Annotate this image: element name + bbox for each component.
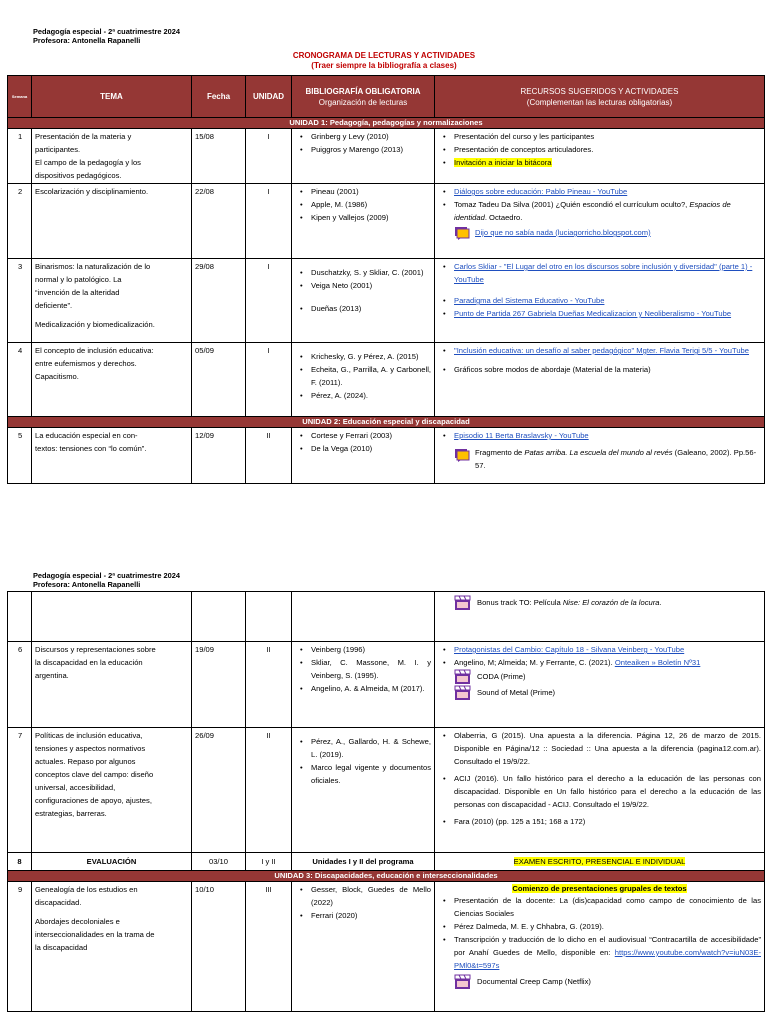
row-biblio — [292, 428, 435, 484]
schedule-table-page-2 — [7, 591, 765, 1012]
biblio-item: • Pineau (2001) — [295, 185, 431, 198]
page-title — [0, 51, 768, 71]
row-unidad: I — [246, 129, 292, 184]
resource-item: • Presentación de conceptos articuladores. — [438, 143, 761, 156]
col-semana: Semana — [8, 76, 32, 118]
biblio-item: • Cortese y Ferrari (2003) — [295, 429, 431, 442]
tema-line: universal, accesibilidad, — [35, 783, 116, 792]
biblio-item: • Krichesky, G. y Pérez, A. (2015) — [295, 350, 431, 363]
blog-entry — [438, 226, 761, 240]
resource-item — [438, 643, 761, 656]
course-name: Pedagogía especial - 2ª cuatrimestre 2024 — [33, 571, 180, 580]
tema-line: Genealogía de los estudios en — [35, 885, 138, 894]
course-header-page-2 — [33, 571, 180, 589]
row-biblio — [292, 129, 435, 184]
resource-item: • Olaberria, G (2015). Una apuesta a la diferencia. Página 12, 26 de marzo de 2015. Disponible en Página/12 :: Sociedad :: Una apuesta a la diferencia (pagina12.com.ar). Consultado el 19/9/22. — [438, 729, 761, 768]
resource-text: CODA (Prime) — [477, 672, 526, 681]
film-clapper-icon — [454, 595, 472, 611]
row-recursos — [435, 728, 765, 853]
row-biblio — [292, 642, 435, 728]
row-tema — [32, 728, 192, 853]
biblio-item: • Dueñas (2013) — [295, 302, 431, 315]
row-fecha: 22/08 — [192, 184, 246, 259]
row-number: 7 — [8, 728, 32, 853]
resource-text: Angelino, M; Almeida; M. y Ferrante, C. (2021). — [454, 658, 615, 667]
row-biblio: Unidades I y II del programa — [292, 853, 435, 871]
tema-line: Políticas de inclusión educativa, — [35, 731, 143, 740]
tema-line: Capacitismo. — [35, 372, 79, 381]
resource-link[interactable]: Paradigma del Sistema Educativo - YouTube — [454, 296, 605, 305]
biblio-item: • Puiggros y Marengo (2013) — [295, 143, 431, 156]
biblio-item: • Echeita, G., Parrilla, A. y Carbonell, F. (2011). — [295, 363, 431, 389]
resource-text: Transcripción y traducción de lo dicho en el audiovisual “Contracartilla de accesibilidade” por Anahí Guedes de Mello, disponible en: — [454, 935, 761, 957]
biblio-item: • Gesser, Block, Guedes de Mello (2022) — [295, 883, 431, 909]
row-unidad: I — [246, 184, 292, 259]
biblio-item: • Grinberg y Levy (2010) — [295, 130, 431, 143]
course-header — [33, 27, 180, 45]
table-row — [8, 259, 765, 343]
resource-text: . — [659, 598, 662, 607]
row-unidad: II — [246, 642, 292, 728]
professor-name: Profesora: Antonella Rapanelli — [33, 36, 141, 45]
resource-text: Sound of Metal (Prime) — [477, 688, 556, 697]
row-recursos — [435, 129, 765, 184]
resource-text: Bonus track TO: Película — [477, 598, 563, 607]
resource-item — [438, 198, 761, 224]
tema-line: normal y lo patológico. La — [35, 275, 122, 284]
row-unidad: I — [246, 343, 292, 417]
coda-entry — [438, 669, 761, 685]
resource-item — [438, 933, 761, 972]
tema-line: El campo de la pedagogía y los — [35, 158, 141, 167]
resource-italic: Patas arriba. La escuela del mundo al revés — [524, 448, 673, 457]
tema-line: actuales. Repaso por algunos — [35, 757, 136, 766]
unit-3-row — [8, 871, 765, 882]
row-tema: Escolarización y disciplinamiento. — [32, 184, 192, 259]
row-number: 5 — [8, 428, 32, 484]
tema-line: entre eufemismos y derechos. — [35, 359, 137, 368]
row-unidad: III — [246, 882, 292, 1012]
row-fecha: 12/09 — [192, 428, 246, 484]
row-unidad: I y II — [246, 853, 292, 871]
table-header-row — [8, 76, 765, 118]
tema-line: Binarismos: la naturalización de lo — [35, 262, 151, 271]
col-recursos-subtitle: (Complementan las lecturas obligatorias) — [526, 97, 673, 107]
nise-entry — [438, 595, 761, 611]
tema-line: argentina. — [35, 671, 69, 680]
tema-line: Presentación de la materia y — [35, 132, 132, 141]
speech-bubble-icon — [454, 226, 470, 240]
row-tema — [32, 642, 192, 728]
row-biblio — [292, 259, 435, 343]
resource-item: • Pérez Dalmeda, M. E. y Chhabra, G. (2019). — [438, 920, 761, 933]
tema-line: La educación especial en con- — [35, 431, 138, 440]
tema-line: dispositivos pedagógicos. — [35, 171, 122, 180]
bitacora-highlight: Invitación a iniciar la bitácora — [454, 158, 552, 167]
row-recursos — [435, 259, 765, 343]
table-row — [8, 882, 765, 1012]
exam-highlight: EXAMEN ESCRITO, PRESENCIAL E INDIVIDUAL — [513, 857, 686, 866]
row-fecha: 19/09 — [192, 642, 246, 728]
row-unidad: II — [246, 728, 292, 853]
resource-text: . Octaedro. — [484, 213, 523, 222]
biblio-item: • Duschatzky, S. y Skliar, C. (2001) — [295, 266, 431, 279]
col-fecha: Fecha — [192, 76, 246, 118]
row-unidad: I — [246, 259, 292, 343]
tema-line: la discapacidad — [35, 943, 88, 952]
table-row — [8, 129, 765, 184]
resource-text: Documental Creep Camp (Netflix) — [477, 977, 591, 986]
resource-text: Tomaz Tadeu Da Silva (2001) ¿Quién escondió el currículum oculto?, — [454, 200, 690, 209]
resource-link[interactable]: Episodio 11 Berta Braslavsky - YouTube — [454, 431, 589, 440]
biblio-item: • Kipen y Vallejos (2009) — [295, 211, 431, 224]
resource-link[interactable]: https://www.youtube.com/watch?v=iuN03E-PMl0&t=597s — [454, 948, 761, 970]
row-biblio — [292, 728, 435, 853]
row-tema — [32, 343, 192, 417]
col-recursos — [435, 76, 765, 118]
title-line-1: CRONOGRAMA DE LECTURAS Y ACTIVIDADES — [292, 51, 476, 60]
resource-item: • Fara (2010) (pp. 125 a 151; 168 a 172) — [438, 815, 761, 828]
resource-link[interactable]: Onteaiken » Boletín Nº31 — [614, 658, 701, 667]
row-recursos — [435, 592, 765, 642]
row-tema — [32, 129, 192, 184]
tema-line: deficiente”. — [35, 301, 73, 310]
biblio-item: • Apple, M. (1986) — [295, 198, 431, 211]
table-row — [8, 343, 765, 417]
resource-text: Fragmento de — [475, 448, 525, 457]
resource-item — [438, 294, 761, 307]
blog-link[interactable]: Dijo que no sabía nada (luciagorricho.blogspot.com) — [475, 228, 651, 237]
row-number: 2 — [8, 184, 32, 259]
resource-text: (Galeano, 2002). Pp.56-57. — [475, 448, 757, 470]
table-row — [8, 728, 765, 853]
tema-line: la discapacidad en la educación — [35, 658, 143, 667]
row-biblio — [292, 343, 435, 417]
table-row-continued — [8, 592, 765, 642]
table-row — [8, 642, 765, 728]
resource-item — [438, 656, 761, 669]
title-line-2: (Traer siempre la bibliografía a clases) — [311, 61, 457, 70]
resource-item — [438, 185, 761, 198]
professor-name: Profesora: Antonella Rapanelli — [33, 580, 141, 589]
row-recursos — [435, 343, 765, 417]
resource-item — [438, 344, 761, 357]
resource-item — [438, 429, 761, 442]
resource-italic: Espacios de identidad — [454, 200, 731, 222]
row-biblio — [292, 882, 435, 1012]
tema-line: textos: tensiones con “lo común”. — [35, 444, 147, 453]
tema-line: conceptos clave del campo: diseño — [35, 770, 154, 779]
row-recursos — [435, 428, 765, 484]
unit-1-row — [8, 118, 765, 129]
biblio-item: • De la Vega (2010) — [295, 442, 431, 455]
row-recursos — [435, 882, 765, 1012]
biblio-item: • Pérez, A. (2024). — [295, 389, 431, 402]
resource-item — [438, 260, 761, 286]
unit-3-title: UNIDAD 3: Discapacidades, educación e interseccionalidades — [8, 871, 765, 882]
row-number: 4 — [8, 343, 32, 417]
schedule-table-page-1 — [7, 75, 765, 484]
row-number: 6 — [8, 642, 32, 728]
tema-line: El concepto de inclusión educativa: — [35, 346, 154, 355]
sound-of-metal-entry — [438, 685, 761, 701]
galeano-entry — [438, 446, 761, 472]
row-fecha: 03/10 — [192, 853, 246, 871]
film-clapper-icon — [454, 685, 472, 701]
biblio-item: • Skliar, C. Massone, M. I. y Veinberg, S. (1995). — [295, 656, 431, 682]
resource-link[interactable]: Carlos Skliar - "El Lugar del otro en los discursos sobre inclusión y diversidad" (parte 1) - YouTube — [454, 262, 753, 284]
row-fecha: 26/09 — [192, 728, 246, 853]
biblio-item: • Marco legal vigente y documentos oficiales. — [295, 761, 431, 787]
row-recursos — [435, 853, 765, 871]
col-biblio-subtitle: Organización de lecturas — [318, 97, 408, 107]
row-tema — [32, 882, 192, 1012]
resource-item: • Presentación de la docente: La (dis)capacidad como campo de conocimiento de las Ciencias Sociales — [438, 894, 761, 920]
row-fecha: 05/09 — [192, 343, 246, 417]
row-recursos — [435, 184, 765, 259]
course-name: Pedagogía especial - 2ª cuatrimestre 2024 — [33, 27, 180, 36]
col-biblio-title: BIBLIOGRAFÍA OBLIGATORIA — [305, 86, 421, 96]
group-presentations — [438, 883, 761, 894]
table-row — [8, 184, 765, 259]
tema-line: Medicalización y biomedicalización. — [35, 320, 155, 329]
col-recursos-title: RECURSOS SUGERIDOS Y ACTIVIDADES — [520, 86, 679, 96]
unit-2-row — [8, 417, 765, 428]
resource-italic: Nise: El corazón de la locura — [562, 598, 660, 607]
row-number: 3 — [8, 259, 32, 343]
tema-line: participantes. — [35, 145, 81, 154]
row-number: 8 — [8, 853, 32, 871]
tema-line: interseccionalidades en la trama de — [35, 930, 155, 939]
tema-line: tensiones y aspectos normativos — [35, 744, 146, 753]
tema-line: Discursos y representaciones sobre — [35, 645, 156, 654]
row-unidad: II — [246, 428, 292, 484]
row-recursos — [435, 642, 765, 728]
evaluation-row — [8, 853, 765, 871]
group-presentations-highlight: Comienzo de presentaciones grupales de textos — [512, 884, 687, 893]
biblio-item: • Pérez, A., Gallardo, H. & Schewe, L. (2019). — [295, 735, 431, 761]
film-clapper-icon — [454, 974, 472, 990]
row-number: 9 — [8, 882, 32, 1012]
tema-line: “invención de la alteridad — [35, 288, 120, 297]
resource-item: • Gráficos sobre modos de abordaje (Material de la materia) — [438, 363, 761, 376]
biblio-item: • Veiga Neto (2001) — [295, 279, 431, 292]
resource-item — [438, 307, 761, 320]
speech-bubble-icon — [454, 448, 470, 472]
row-tema — [32, 259, 192, 343]
table-row — [8, 428, 765, 484]
tema-line: Abordajes decoloniales e — [35, 917, 120, 926]
resource-link[interactable]: "Inclusión educativa: un desafío al saber pedagógico" Mgter. Flavia Terigi 5/5 - YouTube — [454, 346, 749, 355]
creep-camp-entry — [438, 974, 761, 990]
resource-item: • Presentación del curso y les participantes — [438, 130, 761, 143]
resource-link[interactable]: Protagonistas del Cambio: Capítulo 18 - Silvana Veinberg - YouTube — [454, 645, 685, 654]
row-tema — [32, 428, 192, 484]
row-tema: EVALUACIÓN — [32, 853, 192, 871]
biblio-item: • Veinberg (1996) — [295, 643, 431, 656]
resource-item — [438, 156, 761, 169]
tema-line: estrategias, barreras. — [35, 809, 107, 818]
row-fecha: 15/08 — [192, 129, 246, 184]
unit-1-title: UNIDAD 1: Pedagogía, pedagogías y normalizaciones — [8, 118, 765, 129]
unit-2-title: UNIDAD 2: Educación especial y discapacidad — [8, 417, 765, 428]
resource-link[interactable]: Diálogos sobre educación: Pablo Pineau - YouTube — [454, 187, 628, 196]
row-fecha: 29/08 — [192, 259, 246, 343]
resource-item: • ACIJ (2016). Un fallo histórico para el derecho a la educación de las personas con discapacidad. Disponible en Un fallo histórico para el derecho a la educación de las personas con discapacidad - ACIJ. Consultado el 19/9/22. — [438, 772, 761, 811]
resource-link[interactable]: Punto de Partida 267 Gabriela Dueñas Medicalizacion y Neoliberalismo - YouTube — [454, 309, 732, 318]
col-unidad: UNIDAD — [246, 76, 292, 118]
tema-line: discapacidad. — [35, 898, 82, 907]
row-biblio — [292, 184, 435, 259]
film-clapper-icon — [454, 669, 472, 685]
biblio-item: • Angelino, A. & Almeida, M (2017). — [295, 682, 431, 695]
biblio-item: • Ferrari (2020) — [295, 909, 431, 922]
col-bibliografia — [292, 76, 435, 118]
col-tema: TEMA — [32, 76, 192, 118]
tema-line: configuraciones de apoyo, ajustes, — [35, 796, 152, 805]
row-fecha: 10/10 — [192, 882, 246, 1012]
row-number: 1 — [8, 129, 32, 184]
